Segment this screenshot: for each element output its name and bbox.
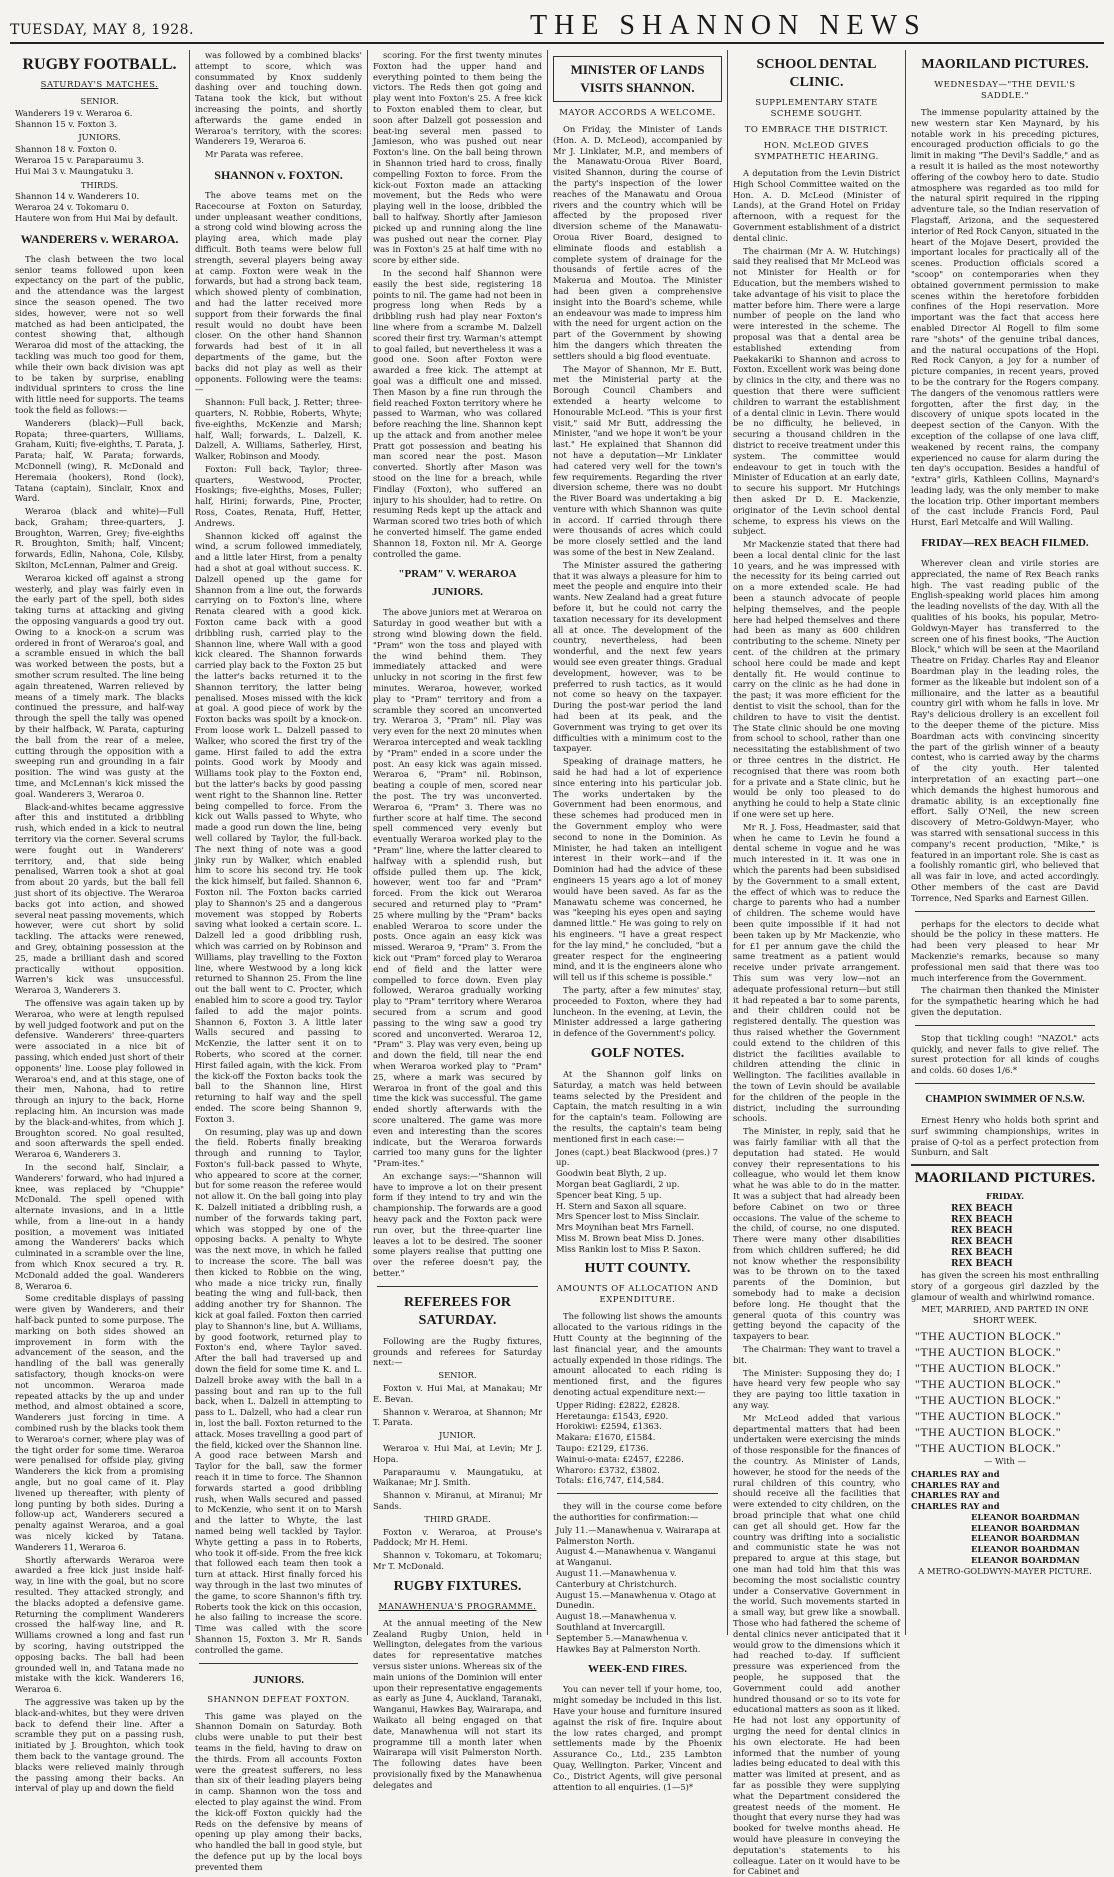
divider (915, 1025, 1095, 1026)
article-subtitle: TO EMBRACE THE DISTRICT. (744, 125, 889, 135)
article-paragraph: An exchange says:—"Shannon will have to improve a lot on their present form if they intend to try and win the championship. The forwards are a good heavy pack and the Foxton pack were run over, but the three-quarter line leaves a lot to be desired. The sooner some players realise that putting one over the referee doesn't pay, the better." (373, 1170, 542, 1279)
column-6 (906, 50, 1104, 1635)
fixture-line: August 18.—Manawhenua v. Southland at Invercargill. (556, 1611, 677, 1632)
article-paragraph: Shortly afterwards Weraroa were awarded a free kick just inside half-way, in line with the goal, but no score resulted. They attacked strongly, and the blacks adopted a defensive game. Returning the compliment Wanderers crossed the half-way line, and R. Williams crowned a long and fast run by scoring, having outstripped the opposing backs. The ball had been grounded well in, and Tatana made no mistake with the kick. Wanderers 16, Weraroa 6. (15, 1554, 184, 1695)
ad-line: CHARLES RAY and (911, 1468, 1000, 1479)
article-paragraph: perhaps for the electors to decide what should be the policy in these matters. He had been very pleased to hear Mr Mackenzie's remarks, because so many professional men said that there was too much interference from the Government. (911, 918, 1099, 983)
article-paragraph: The offensive was again taken up by Weraroa, who were at length repulsed by well judged footwork and put on the defensive. Wanderers' three-quarters were associated in a nice bit of passing, which ended just short of their opponents' line. Loose play followed in Weraroa's end, and at this stage, one of their men, Nahona, had to retire through an injury to the back, Horne replacing him. An incursion was made by the black-and-whites, from which J. Broughton scored. No goal resulted, and soon afterwards the spell ended. Weraroa 6, Wanderers 3. (15, 997, 184, 1160)
article-paragraph: In the second half, Sinclair, a Wanderers' forward, who had injured a knee, was replaced by "Chuppie" McDonald. The spell opened with alternate invasions, and in a little while, from a line-out in a handy position, a movement was initiated among the Wanderers' backs which culminated in a scramble over the line, from which Knox secured a try. R. McDonald added the goal. Wanderers 8, Weraroa 6. (15, 1161, 184, 1291)
ad-footer: A METRO-GOLDWYN-MAYER PICTURE. (918, 1565, 1092, 1576)
article-paragraph: Weraroa (black and white)—Full back, Graham; three-quarters, J. Broughton, Warren, Grey; five-eighths R. Broughton, Smith; half, Vincent; forwards, Edlin, Nahona, Cole, Kilsby, Skilton, McLennan, Palmer and Greig. (15, 506, 184, 571)
article-title: JUNIORS. (252, 1673, 305, 1686)
cast-list (911, 1469, 1099, 1566)
ad-with: — With — (984, 1455, 1026, 1466)
ad-line: "THE AUCTION BLOCK." (915, 1376, 1062, 1391)
result-line: Mrs Spencer lost to Miss Sinclair. (556, 1211, 700, 1222)
article-paragraph: Wherever clean and virile stories are appreciated, the name of Rex Beach ranks high. The vast reading public of the English-speaking world places him among the leading novelists of the day. With all the qualities of his books, his popular, Metro-Goldwyn-Mayer has transferred to the screen one of his finest books, "The Auction Block," which will be seen at the Maoriland Theatre on Friday. Charles Ray and Eleanor Boardman play in the leading roles, the former as the likeable but indolent son of a millionaire, and the latter as a beautiful country girl with whom he falls in love. Mr Ray's delicious drollery is an excellent foil to the deeper theme of the picture. Miss Boardman acts with convincing sincerity the part of the girlish winner of a beauty contest, who is carried away by the charms of the city youth. Her talented interpretation of an exacting part—one which demands the highest humorous and dramatic ability, is an exceptionally fine effort. Sally O'Neil, the new screen discovery of Metro-Goldwyn-Mayer, who was starred with sensational success in this company's recent production, "Mike," is featured in an important role. She is cast as a foolishly romantic girl, who believed that all was fair in love, and acted accordingly. Other members of the cast are David Torrence, Ned Sparks and Earnest Gillen. (911, 558, 1099, 903)
result-line: Shannon 18 v. Foxton 0. (15, 144, 117, 155)
riding-row: Upper Riding: £2822, £2828. (556, 1399, 680, 1410)
article-paragraph: On resuming, play was up and down the field. Roberts finally breaking through and running to Taylor, Foxton's full-back passed to Whyte, who appeared to score at the corner, but for some reason the referee would not allow it. On the ball going into play K. Dalzell initiated a dribbling rush, a number of the forwards taking part, which was stopped by one of the opposing backs. A penalty to Whyte was the next move, in which he failed to increase the score. The ball was then kicked to Robbie on the wing, who made a nice tricky run, finally beating the wing and full-back, then adding another try for Shannon. The kick at goal failed. Foxton then carried play to Shannon's line, but A. Williams, by good footwork, returned play to Foxton's end, where Taylor saved. After the ball had traversed up and down the field for some time K. and L. Dalzell broke away with the ball in a passing bout and ran up to the full back, when L. Dalzell in attempting to pass to L. Dalzell, who had a clear run in, lost the ball. Foxton returned to the attack. Moses travelling a good part of the field, kicked over the Shannon line. A good race between Marsh and Taylor for the ball, saw the former reach it in time to force. The Shannon forwards started a good dribbling rush, when Walls secured and passed to McKenzie, who sent it on to Marsh and the latter to Whyte, the last named being well tackled by Taylor. Whyte getting a pass in to Roberts, who took it off-side. From the free kick that followed each team then took a turn at attack. Hirst finally forced his way through in the last two minutes of the game, to score Shannon's fifth try. Roberts took the kick on this occasion, he also failing to increase the score. Time was called with the score Shannon 15, Foxton 3. Mr R. Sands controlled the game. (195, 1126, 362, 1655)
section-label: THIRD GRADE. (424, 1513, 491, 1524)
result-line: Shannon 15 v. Foxton 3. (15, 118, 117, 129)
article-paragraph: Weraroa kicked off against a strong westerly, and play was fairly even in the early part of the spell, both sides taking turns at attacking and giving the opposing vanguards a good try out. Owing to a knock-on a scrum was ordered in front of Weraroa's goal, and a scramble ensued in which the ball was worked between the posts, but a smother scrum resulted. The line being again threatened, Warren relieved by means of a timely mark. The blacks continued the pressure, and half-way through the spell the tally was opened by their halfback, W. Parata, capturing the ball from the rear of a melee, cutting through the opposition with a sweeping run and grounding in a fair position. The wind was gusty at the time, and McLennan's kick missed the goal. Wanderers 3, Weraroa 0. (15, 572, 184, 799)
fixture-line: Foxton v. Weraroa, at Prouse's Paddock; Mr H. Hemi. (373, 1526, 542, 1548)
ad-blurb: has given the screen his most enthralling story of a gorgeous girl dazzled by the glamour of wealth and whirlwind romance. (911, 1269, 1099, 1302)
riding-list (553, 1400, 722, 1486)
result-line: Miss M. Brown beat Miss D. Jones. (556, 1232, 705, 1243)
article-paragraph: On Friday, the Minister of Lands (Hon. A. D. McLeod), accompanied by Mr J. Linklater, M.P., and members of the Manawatu-Oroua River Board, visited Shannon, during the course of the party's inspection of the lower reaches of the Manawatu and Oroua rivers and the country which will be affected by the proposed river diversion scheme of the Manawatu-Oroua River Board, designed to eliminate floods and establish a complete system of drainage for the thousands of fertile acres of the Makerua and Moutoa. The Minister had been given a comprehensive insight into the Board's scheme, while an endeavour was made to impress him with the need for urgent action on the part of the Government by showing him the dangers which threaten the settlers should a big flood eventuate. (553, 124, 722, 361)
ad-line: REX BEACH (951, 1203, 1013, 1214)
fixture-line: August 11.—Manawhenua v. Canterbury at Christchurch. (556, 1568, 677, 1589)
golf-results (553, 1147, 722, 1255)
article-title: GOLF NOTES. (590, 1045, 685, 1061)
article-paragraph: At the annual meeting of the New Zealand Rugby Union, held in Wellington, delegates from the various dates for representative matches versus sister unions. Whereas six of the main unions of the Dominion will enter upon their representative engagements as early as June 4, Auckland, Taranaki, Wanganui, Hawkes Bay, Wairarapa, and Waikato all being engaged on that date, Manawhenua will not start its programme till a month later when Wairarapa will visit Palmerston North. The following dates have been provisionally fixed by the Manawhenua delegates and (373, 1617, 542, 1790)
divider (377, 1286, 538, 1287)
advertisement-maoriland (911, 1164, 1099, 1577)
ad-line: "THE AUCTION BLOCK." (915, 1424, 1062, 1439)
article-title: HUTT COUNTY. (584, 1261, 691, 1277)
ad-line: REX BEACH (951, 1236, 1013, 1247)
ad-line: ELEANOR BOARDMAN (971, 1522, 1080, 1533)
article-title: RUGBY FOOTBALL. (22, 56, 177, 73)
article-paragraph: was followed by a combined blacks' attempt to score, which was consummated by Knox suddenly dashing over and touching down. Tatana took the kick, but without increasing the points, and shortly afterwards the game ended in Weraroa's territory, with the scores: Wanderers 19, Weraroa 6. (195, 50, 362, 147)
article-paragraph: The following list shows the amounts allocated to the various ridings in the Hutt County at the beginning of the last financial year, and the amounts actually expended in those ridings. The amount allocated to each riding is mentioned first, and the figures denoting actual expenditure next:— (553, 1311, 722, 1398)
result-line: Goodwin beat Blyth, 2 up. (556, 1168, 667, 1179)
result-line: Shannon 14 v. Wanderers 10. (15, 191, 140, 202)
article-title: WEEK-END FIRES. (587, 1663, 688, 1676)
article-title: REFEREES FOR SATURDAY. (404, 1294, 511, 1328)
ad-day: FRIDAY. (986, 1191, 1024, 1202)
divider (915, 911, 1095, 912)
article-paragraph: You can never tell if your home, too, might someday be included in this list. Have your house and furniture insured against the risk of fire. Inquire about the low rates charged, and prompt settlements made by the Phoenix Assurance Co., Ltd., 235 Lambton Quay, Wellington. Parker, Vincent and Co., District Agents, will give personal attention to all enquiries. (1—5)* (553, 1684, 722, 1792)
column-5 (728, 50, 906, 1877)
article-title: MAORILAND PICTURES. (921, 57, 1089, 72)
article-title: RUGBY FIXTURES. (393, 1578, 522, 1594)
ad-line: ELEANOR BOARDMAN (971, 1555, 1080, 1566)
ad-line: REX BEACH (951, 1225, 1013, 1236)
article-paragraph: Mr Mackenzie stated that there had been a local dental clinic for the last 10 years, and he was impressed with the necessity for its being carried out on a more extended scale. He had been a staunch advocate of people helping themselves, and the people here had helped themselves and there had been as many as 600 children contributing to the scheme. Ninety per cent. of the children at the primary school here could be made and kept dentally fit. He would continue to carry on the clinic as he had done in the past; it was more efficient for the dentist to visit the school, than for the children to have to visit the dentist. The State clinic should be one moving from school to school, rather than one necessitating the establishment of two or three centres in the district. He recognised that there was room both for a private and a State clinic, but he would be only too pleased to do anything he could to help a State clinic if one were set up here. (733, 539, 900, 820)
ad-line: "THE AUCTION BLOCK." (915, 1328, 1062, 1343)
result-line: H. Stern and Saxon all square. (556, 1200, 687, 1211)
article-paragraph: At the Shannon golf links on Saturday, a match was held between teams selected by the President and Captain, the match resulting in a win for the captain's team. Following are the results, the captain's team being mentioned first in each case:— (553, 1068, 722, 1144)
result-line: Weraroa 24 v. Tokomaru 0. (15, 202, 130, 213)
article-paragraph: The Minister, in reply, said that he was fairly familiar with all that the deputation had stated. He would convey their representations to his colleague, who would let them know what he was able to do in the matter. It was a subject that had already been before Cabinet on two or three occasions. The value of the scheme to the child, of course, no one disputed. There were many other disabilities from which children suffered; he did not know whether the responsibility was to be thrown on to the taxed parents of the Dominion, but somebody had to make a decision before long. He thought that the general quota of this country was getting beyond the capacity of the taxpayers to bear. (733, 1126, 900, 1342)
article-paragraph: Mr R. J. Foss, Headmaster, said that when he came to Levin he found a dental scheme in vogue and he was much interested in it. It was one in which the parents had been subsidised by the Government to a small extent, the effect of which was to reduce the charge to parents who had a number of children. The scheme would have been quite impossible if it had not been taken up by Mr Mackenzie, who for £1 per annum gave the child the same treatment as a patient would receive under private arrangement. This sum was very low—not an adequate professional return—but still it had repeated a bar to some parents, and their children could not be registered dentally. The question was thus raised whether the Government could extend to the children of this district the facilities available to children attending the clinic in Wellington. The facilities available in the town of Levin should be available for the children of the people in the district, including the surrounding schools. (733, 821, 900, 1124)
column-3 (368, 50, 548, 1790)
advertisement-text: Ernest Henry who holds both sprint and surf swimming championships, writes in praise of Q-tol as a perfect protection from Sunburn, and Salt (911, 1114, 1099, 1158)
article-paragraph: The Minister assured the gathering that it was always a pleasure for him to meet the people and enquire into their wants. New Zealand had a great future before it, but he could not carry the taxation necessary for its development all at once. The development of the country, nevertheless, had been wonderful, and the next few years would see even greater things. Gradual development, however, was to be preferred to rush tactics, as it would not come so heavy on the taxpayer. During the post-war period the land had been at its peak, and the Government was trying to get over its difficulties with a minimum cost to the taxpayer. (553, 559, 722, 754)
fixture-line: July 11.—Manawhenua v. Wairarapa at Palmerston North. (556, 1524, 721, 1546)
fixture-line: Weraroa v. Hui Mai, at Levin; Mr J. Hopa. (373, 1443, 542, 1464)
divider (557, 1493, 718, 1494)
article-paragraph: The party, after a few minutes' stay, proceeded to Foxton, where they had luncheon. In the evening, at Levin, the Minister addressed a large gathering in defence of the Government's policy. (553, 984, 722, 1039)
fixture-line: August 15.—Manawhenua v. Otago at Dunedin. (556, 1589, 716, 1611)
result-line: Jones (capt.) beat Blackwood (pres.) 7 up. (556, 1146, 718, 1168)
ad-line: ELEANOR BOARDMAN (971, 1533, 1080, 1544)
ad-tagline: MET, MARRIED, AND PARTED IN ONE SHORT WEEK. (921, 1304, 1089, 1326)
fixture-line: Shannon v. Tokomaru, at Tokomaru; Mr T. McDonald. (373, 1550, 542, 1571)
ad-line: CHARLES RAY and (911, 1501, 1000, 1512)
article-subtitle: MANAWHENUA'S PROGRAMME. (378, 1601, 537, 1612)
article-paragraph: scoring. For the first twenty minutes Foxton had the upper hand and everything pointed to them being the victors. The Reds then got going and play went into Foxton's 25. A free kick to Foxton enabled them to clear, but soon after Dalzell got possession and beat-ing several men passed to Jamieson, who was pushed out near Foxton's line. On the ball being thrown in Shannon tried hard to cross, finally compelling Foxton to force. From the kick-out Foxton made an attacking movement, but the Reds who were playing well in the loose, dribbled the ball to halfway. Shortly after Jamieson picked up and running along the line was pushed out near the corner. Play was in Foxton's 25 at half time with no score by either side. (373, 50, 542, 266)
article-paragraph: Mr McLeod added that various departmental matters that had been undertaken were exercising the minds of those responsible for the finances of the country. As Minister of Lands, however, he stood for the needs of the rural children of this country, who should receive all the facilities that were extended to city children, on the broad principle that what one child can get all should get. How far the country was drifting into a socialistic and communistic state he was not prepared to argue at this stage, but one man had told him that this was becoming the most socialistic country under a Conservative Government in the world. Such movements started in a small way, but grew like a snowball. Those who had fathered the scheme of dental clinics never anticipated that it would grow to the dimensions which it had reached to-day. If sufficient pressure was experienced from the people, he supposed that the Government could add another hundred thousand or so to its vote for educational matters as soon as it liked. He had not lost any opportunity of urging the need for dental clinics in his own electorate. He had been informed that the number of young ladies being educated to deal with this matter was limited at present, and as far as possible they were supplying what the Department considered the greatest needs of the moment. He thought that every nurse they had was booked for twelve months ahead. He would have pleasure in conveying the deputation's statements to his colleague. Later on it would have to be for Cabinet and (733, 1412, 900, 1877)
article-paragraph: A deputation from the Levin District High School Committee waited on the Hon. A. D. McLeod (Minister of Lands), at the Grand Hotel on Friday afternoon, with a request for the Government establishment of a district dental clinic. (733, 168, 900, 243)
article-paragraph: The Mayor of Shannon, Mr E. Butt, met the Ministerial party at the Borough Council Chambers and extended a hearty welcome to Honourable McLeod. "This is your first visit," said Mr Butt, addressing the Minister, "and we hope it won't be your last." He explained that Shannon did not have a deputation—Mr Linklater had catered very well for the town's few requirements. Regarding the river diversion scheme, there was no doubt the River Board was undertaking a big venture with which Shannon was quite in accord. If carried through there were thousands of acres which could be more closely settled and the land was some of the best in New Zealand. (553, 363, 722, 558)
article-paragraph: The chairman (Mr A. W. Hutchings) said they realised that Mr McLeod was not Minister for Health or for Education, but the members wished to take advantage of his visit to place the matter before him. There were a large number of people on the land who were interested in the scheme. The proposal was that a dental area be established extending from Paekakariki to Shannon and across to Foxton. Excellent work was being done by clinics in the city, and there was no question that there were sufficient children to warrant the establishment of a dental clinic in Levin. There would be no difficulty, he believed, in securing a thousand children in the district to receive treatment under this system. The committee would endeavour to get in touch with the Minister of Education at an early date, to secure his support. Mr Hutchings then asked Dr D. E. Mackenzie, originator of the Levin school dental scheme, to express his views on the subject. (733, 245, 900, 537)
ad-line: REX BEACH (951, 1258, 1013, 1269)
ad-line: CHARLES RAY and (911, 1490, 1000, 1501)
article-paragraph: they will in the course come before the authorities for confirmation:— (553, 1501, 722, 1523)
article-paragraph: Some creditable displays of passing were given by Wanderers, and their half-back punted to some purpose. The marking on both sides showed an improvement in form with the advancement of the season, and the handling of the ball was generally satisfactory, though knocks-on were not uncommon. Weraroa made repeated attacks by the up and under method, and almost obtained a score, Wanderers just forcing in time. A combined rush by the blacks took them to Weraroa's corner, where play was of the tight order for some time. Weraroa were penalised for offside play, giving Wanderers the kick from a promising angle, but no goal came of it. Play livened up thereafter, with plenty of long punting by both sides. During a follow-up act, Wanderers secured a penalty against Weraroa, and a goal was nicely kicked by Tatana. Wanderers 11, Weraroa 6. (15, 1293, 184, 1552)
ad-line: "THE AUCTION BLOCK." (915, 1440, 1062, 1455)
result-line: Hui Mai 3 v. Maungatuku 3. (15, 165, 134, 176)
article-subtitle: WEDNESDAY—"THE DEVIL'S SADDLE." (934, 80, 1076, 101)
advertisement-nazol: Stop that tickling cough! "NAZOL" acts quickly, and never fails to give relief. The surest protection for all kinds of coughs and colds. 60 doses 1/6.* (911, 1032, 1099, 1076)
article-title: SCHOOL DENTAL CLINIC. (756, 57, 877, 90)
column-2 (190, 50, 368, 1872)
column-4 (548, 50, 728, 1792)
column-1 (10, 50, 190, 1794)
article-paragraph: Black-and-whites became aggressive after this and instituted a dribbling rush, which ended in a kick to neutral territory via the corner. Several scrums were fought out in Wanderers' territory, and, that side being penalised, Warren took a shot at goal from about 20 yards, but the ball fell just short of its objective. The Weraroa backs got into action, and showed several neat passing movements, which however, were cut short by solid tackling. The attacks were renewed, and Grey, obtaining possession at the 25, made a brilliant dash and scored practically without opposition. Warren's kick was unsuccessful. Weraroa 3, Wanderers 3. (15, 801, 184, 996)
fixture-line: Paraparaumu v. Maungatuku, at Waikanae; Mr J. Smith. (373, 1466, 542, 1488)
newspaper-page (10, 50, 1104, 1877)
article-title: "PRAM" V. WERAROA JUNIORS. (398, 568, 517, 599)
article-paragraph: Following are the Rugby fixtures, grounds and referees for Saturday next:— (373, 1335, 542, 1368)
section-label: SENIOR. (80, 96, 119, 106)
fixture-line: Shannon v. Miranui, at Miranui; Mr Sands. (373, 1490, 542, 1512)
article-paragraph: Mr Parata was referee. (205, 149, 304, 160)
ad-line: "THE AUCTION BLOCK." (915, 1360, 1062, 1375)
article-subtitle: HON. McLEOD GIVES SYMPATHETIC HEARING. (754, 141, 879, 162)
article-paragraph: This game was played on the Shannon Domain on Saturday. Both clubs were unable to put their best teams in the field, having to draw on the thirds. From all accounts Foxton were the greatest sufferers, no less than six of their leading players being in camp. Shannon won the toss and elected to play against the wind. From the kick-off Foxton quickly had the Reds on the defensive by means of opening up play among their backs, who handled the ball in good style, but the defence put up by the local boys prevented them (195, 1710, 362, 1872)
riding-row: Horokiwi: £2594, £1363. (556, 1421, 662, 1432)
section-label: THIRDS. (80, 179, 119, 190)
newspaper-title: THE SHANNON NEWS (530, 10, 927, 41)
article-paragraph: Speaking of drainage matters, he said he had had a lot of experience since entering into his particular job. The works undertaken by the Government had been enormous, and these schemes had produced men in the Government employ who were second to none in the Dominion. As Minister, he had taken an intelligent interest in their work—and if the Dominion had had the advice of these engineers 15 years ago a lot of money would have been saved. As far as the Manawatu scheme was concerned, he was "keeping his eyes open and saying damned little." He was going to rely on his engineers. "I have a great respect for the lay mind," he concluded, "but a greater respect for the engineering mind, and it is the engineers alone who will tell us if this scheme is possible." (553, 756, 722, 983)
article-title: WANDERERS v. WERAROA. (20, 231, 179, 246)
divider (915, 1083, 1095, 1084)
article-title: SHANNON v. FOXTON. (214, 167, 343, 182)
divider (199, 1663, 358, 1664)
fixture-line: Foxton v. Hui Mai, at Manakau; Mr E. Bevan. (373, 1383, 542, 1404)
fixture-line: August 4.—Manawhenua v. Wanganui at Wanganui. (556, 1546, 716, 1568)
result-line: Morgan beat Gagliardi, 2 up. (556, 1178, 680, 1189)
article-paragraph: Foxton: Full back, Taylor; three-quarters, Westwood, Procter, Hoskings; five-eighths, Moses, Fuller; half, Hirini; forwards, Pine, Procter, Ross, Coates, Renata, Huff, Hetter, Andrews. (195, 463, 362, 528)
riding-row: Taupo: £2129, £1736. (556, 1443, 649, 1454)
section-label: JUNIOR. (439, 1430, 476, 1441)
result-line: Wanderers 19 v. Weraroa 6. (15, 107, 133, 118)
article-paragraph: The clash between the two local senior teams followed upon keen expectancy on the part of the public, and the attendance was the largest since the season opened. The two sides, however, were not so well matched as had been anticipated, the contest showing that, although Weraroa did most of the attacking, the tackling was much too good for them, while their own back division was apt to be taken by surprise, enabling individual sprinters to cross the line with little need for supports. The teams took the field as follows:— (15, 253, 184, 415)
result-line: Miss Rankin lost to Miss P. Saxon. (556, 1243, 701, 1254)
section-label: JUNIORS. (78, 132, 121, 143)
ad-line: "THE AUCTION BLOCK." (915, 1344, 1062, 1359)
ad-title: MAORILAND PICTURES. (914, 1171, 1096, 1187)
article-title: MINISTER OF LANDS VISITS SHANNON. (553, 56, 722, 102)
ad-line: CHARLES RAY and (911, 1479, 1000, 1490)
article-subtitle: AMOUNTS OF ALLOCATION AND EXPENDITURE. (556, 1284, 719, 1306)
riding-row: Makara: £1670, £1584. (556, 1432, 656, 1443)
result-line: Hautere won from Hui Mai by default. (15, 212, 178, 223)
article-paragraph: The above teams met on the Racecourse at Foxton on Saturday, under unpleasant weather conditions, a strong cold wind blowing across the playing area, which made play difficult. Both teams were below full strength, several players being away at camp. Foxton were weak in the forwards, but had a strong back team, which showed plenty of combination, and had the latter received more support from their forwards the final result would no doubt have been closer. On the other hand Shannon forwards had best of it in all departments of the game, but the backs did not play as well as their opponents. Following were the teams:— (195, 189, 362, 395)
article-paragraph: The Chairman: They want to travel a bit. (733, 1344, 900, 1365)
ad-line: "THE AUCTION BLOCK." (915, 1408, 1062, 1423)
article-paragraph: Shannon kicked off against the wind, a scrum followed immediately, and a little later Hirst, from a penalty had a shot at goal without success. K. Dalzell opened up the game for Shannon from a line out, the forwards carrying on to Foxton's line, where Renata cleared with a good kick. Foxton came back with a good dribbling rush, carried play to the Shannon line, where Wall with a good kick cleared. The Shannon forwards carried play back to the Foxton 25 but the latter's backs returned it to the Shannon territory, the latter being penalised. Moses missed with the kick at goal. A good piece of work by the Foxton backs was spoilt by a knock-on. From loose work L. Dalzell passed to Walker, who scored the first try of the game. Hirst failed to add the extra points. Good work by Moody and Williams took play to the Foxton end, but the latter's backs by good passing went right to the Shannon line. Retter being compelled to force. From the kick out Walls passed to Whyte, who made a good run down the line, being well collared by Taylor, the full-back. The next thing of note was a good jinky run by Walker, which enabled him to score his second try. He took the kick himself, but failed. Shannon 6, Foxton nil. The Foxton backs carried play to Shannon's 25 and a dangerous movement was stopped by Roberts saving what looked a certain score. L. Dalzell led a good dribbling rush, which was carried on by Robinson and Williams, play travelling to the Foxton line, where Westwood by a long kick returned to Shannon 25. From the line out the ball went to C. Procter, which enabled him to score a good try. Taylor failed to add the major points. Shannon 6, Foxton 3. A little later Walls secured and passing to McKenzie, the latter sent it on to Roberts, who scored at the corner. Hirst failed again, with the kick. From the kick-off the Foxton backs took the ball to the Shannon line, Hirst returning to half way and the spell ended. The score being Shannon 9, Foxton 3. (195, 530, 362, 1124)
masthead (10, 10, 1104, 44)
ad-line: REX BEACH (951, 1247, 1013, 1258)
article-subtitle: SATURDAY'S MATCHES. (40, 80, 159, 90)
fixtures-list (553, 1525, 722, 1655)
article-paragraph: The aggressive was taken up by the black-and-whites, but they were driven back to defend their line. After a scramble they put on a passing rush, initiated by J. Broughton, which took them back to the vantage ground. The blacks were relieved mainly through the passing among their backs. An interval of play up and down the field (15, 1696, 184, 1794)
results-block (15, 96, 184, 224)
section-label: SENIOR. (438, 1370, 477, 1381)
article-paragraph: The Minister: Supposing they do; I have heard very few people who say they are paying too little taxation in any way. (733, 1367, 900, 1411)
ad-line: REX BEACH (951, 1214, 1013, 1225)
article-subtitle: MAYOR ACCORDS A WELCOME. (559, 108, 716, 118)
article-paragraph: Shannon: Full back, J. Retter; three-quarters, N. Robbie, Roberts, Whyte; five-eighths, McKenzie and Marsh; half, Wall; forwards, L. Dalzell, K. Dalzell, A. Williams, Satherley, Hirst, Walker, Robinson and Moody. (195, 397, 362, 462)
article-paragraph: The above juniors met at Weraroa on Saturday in good weather but with a strong wind blowing down the field. "Pram" won the toss and played with the wind behind them. They immediately attacked and were unlucky in not scoring in the first few minutes. Weraroa, however, worked play to "Pram" territory and from a scramble they scored an unconverted try. Weraroa 3, "Pram" nil. Play was very even for the next 20 minutes when Weraroa intercepted and weak tackling by "Pram" ended in a score under the post. An easy kick was again missed. Weraroa 6, "Pram" nil. Robinson, beating a couple of men, scored near the post. The try was unconverted. Weraroa 6, "Pram" 3. There was no further score at half time. The second spell commenced very evenly but eventually Weraroa worked play to the "Pram" line, where the latter cleared to halfway with a splendid rush, but offside pulled them up. The kick, however, went too far and "Pram" forced. From the kick out Weraroa secured and returned play to "Pram" 25 where mulling by the "Pram" backs enabled Weraroa to score under the posts. Once again an easy kick was missed. Weraroa 9, "Pram" 3. From the kick out "Pram" forced play to Weraroa end of field and the latter were compelled to force down. Even play followed, Weraroa gradually working play to "Pram" territory where Weraroa secured from a scrum and good passing to the wing saw a good try scored and unconverted. Weraroa 12, "Pram" 3. Play was very even, being up and down the field, till near the end when Weraroa worked play to "Pram" 25, where a mark was secured by Weraroa in front of the goal and this time the kick was successful. The game ended shortly afterwards with the score unaltered. The game was more even and interesting than the scores indicate, but the Weraroa forwards carried too many guns for the lighter "Pram-ites." (373, 607, 542, 1169)
ad-line: ELEANOR BOARDMAN (971, 1511, 1080, 1522)
auction-block-list (911, 1328, 1099, 1456)
riding-row: Heretaunga: £1543, £920. (556, 1410, 669, 1421)
issue-date: TUESDAY, MAY 8, 1928. (10, 22, 195, 38)
ad-line: "THE AUCTION BLOCK." (915, 1392, 1062, 1407)
rex-beach-block (911, 1204, 1099, 1270)
fixture-line: Shannon v. Weraroa, at Shannon; Mr T. Parata. (373, 1406, 542, 1428)
riding-row: Wharoro: £3732, £3802. (556, 1464, 660, 1475)
article-subtitle: SHANNON DEFEAT FOXTON. (207, 1694, 350, 1705)
riding-row: Totals: £16,747, £14,584. (556, 1475, 665, 1486)
ad-title: CHAMPION SWIMMER OF N.S.W. (925, 1093, 1085, 1105)
riding-row: Wainui-o-mata: £2457, £2286. (556, 1453, 684, 1464)
article-subtitle: SUPPLEMENTARY STATE SCHEME SOUGHT. (755, 98, 878, 119)
article-paragraph: The immense popularity attained by the new western star Ken Maynard, by his notable work in his preceding pictures, encouraged production officials to go the limit in making "The Devil's Saddle," and as a result it is hailed as the most noteworthy offering of the cowboy hero to date. Studio atmosphere was regarded as too mild for the natural spirit required in the ripping adventure tale, so the Indian reservation of Flagstaff, Arizona, and the sequestered interior of Red Rock Canyon, situated in the heart of the Mojave Desert, provided the important locales for practically all of the scenes. Production officials scored a "scoop" on contemporaries when they obtained government permission to make scenes within the heretofore forbidden confines of the Hopi reservation. More important was the fact that access here enabled Director Al Rogell to film some rare "shots" of the genuine tribal dances, and the natural occupations of the Hopi. Red Rock Canyon, a joy for a number of picture companies, in recent years, proved to be the contrary for the Rogers company. The dangers of the venomous rattlers were forgotten, after the first day, in the discovery of unique spots located in the deepest section of the Canyon. With the exception of the collapse of one lava cliff, weakened by recent rains, the company experienced no cause for alarm during the ten day's occupation. Besides a handful of "extra" girls, Kathleen Collins, Maynard's leading lady, was the only member to make the location trip. Other important members of the cast include Francis Ford, Paul Hurst, Earl Metcalfe and Will Walling. (911, 107, 1099, 528)
ad-line: ELEANOR BOARDMAN (971, 1544, 1080, 1555)
article-paragraph: Wanderers (black)—Full back, Ropata; three-quarters, Williams, Graham, Kuiti; five-eighths, T. Parata, J. Parata; half, W. Parata; forwards, McDonnell (wing), R. McDonald and Heremaia (hookers), Rond (lock), Tatana (captain), Sinclair, Knox and Ward. (15, 417, 184, 504)
article-paragraph: In the second half Shannon were easily the best side, registering 18 points to nil. The game had not been in progress long when Reds by a dribbling rush had play near Foxton's line where from a scrambe M. Dalzell scored their first try. Warman's attempt to goal failed, but nevertheless it was a good one. Soon after Foxton were awarded a free kick. The attempt at goal was a difficult one and missed. Then Mason by a fine run through the field reached Foxton territory where he passed to Warman, who was collared before reaching the line. Shannon kept up the attack and from another melee Pratt got possession and beating his man scored near the post. Mason converted. Shortly after Mason was stood on the line for a breach, while Findlay (Foxton), who suffered an injury to his shoulder, had to retire. On resuming Reds kept up the attack and Warman scored two tries both of which he converted himself. The game ended Shannon 18, Foxton nil. Mr A. George controlled the game. (373, 267, 542, 559)
result-line: Spencer beat King, 5 up. (556, 1189, 662, 1200)
fixture-line: September 5.—Manawhenua v. Hawkes Bay at Palmerston North. (556, 1632, 701, 1654)
result-line: Mrs Moynihan beat Mrs Farnell. (556, 1222, 694, 1233)
result-line: Weraroa 15 v. Paraparaumu 3. (15, 154, 144, 165)
article-paragraph: The chairman then thanked the Minister for the sympathetic hearing which he had given the deputation. (911, 985, 1099, 1017)
article-title: FRIDAY—REX BEACH FILMED. (921, 537, 1089, 550)
